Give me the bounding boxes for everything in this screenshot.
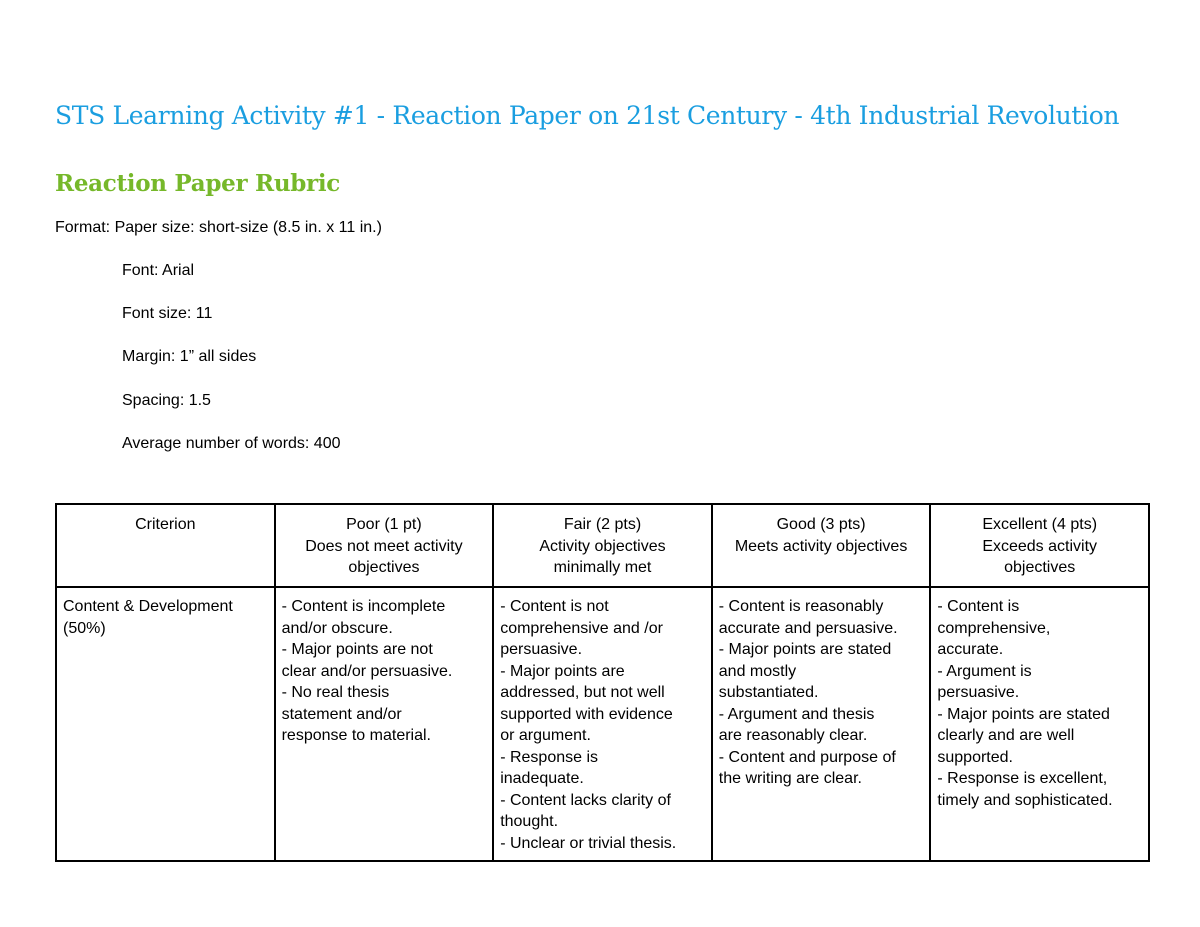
header-criterion	[56, 504, 275, 587]
cell-line: - Content lacks clarity of	[500, 791, 671, 809]
cell-excellent	[930, 587, 1149, 861]
cell-line: Content & Development	[63, 598, 233, 615]
cell-good	[712, 587, 931, 861]
cell-line: persuasive.	[500, 641, 583, 658]
cell-line: - Content is reasonably	[718, 598, 884, 615]
document-title: STS Learning Activity #1 - Reaction Paper on 21st Century - 4th Industrial Revolution	[55, 101, 1120, 130]
header-poor-desc-line2: objectives	[348, 559, 420, 576]
header-excellent	[930, 504, 1149, 587]
header-excellent-desc-line2: objectives	[1004, 559, 1076, 576]
cell-line: - Major points are	[500, 662, 625, 680]
cell-line: are reasonably clear.	[718, 727, 868, 744]
cell-line: addressed, but not well	[500, 684, 665, 701]
cell-line: - Unclear or trivial thesis.	[500, 834, 677, 852]
cell-line: - No real thesis	[281, 684, 390, 701]
header-good-score: Good (3 pts)	[776, 516, 866, 533]
rubric-heading: Reaction Paper Rubric	[55, 170, 340, 197]
cell-line: - Major points are stated	[937, 705, 1110, 723]
header-excellent-desc-line1: Exceeds activity	[982, 537, 1098, 555]
cell-line: timely and sophisticated.	[937, 791, 1113, 809]
cell-line: (50%)	[63, 619, 106, 637]
cell-line: clearly and are well	[937, 727, 1075, 744]
header-good	[712, 504, 931, 587]
cell-line: accurate and persuasive.	[718, 619, 898, 637]
header-poor-desc-line1: Does not meet activity	[305, 537, 463, 555]
cell-line: supported with evidence	[500, 705, 673, 723]
cell-line: - Content and purpose of	[718, 748, 896, 766]
cell-line: - Response is excellent,	[937, 770, 1108, 787]
format-font-size: Font size: 11	[122, 305, 213, 322]
rubric-header-row	[56, 504, 1149, 587]
cell-line: supported.	[937, 748, 1013, 766]
cell-line: and mostly	[718, 662, 797, 680]
header-fair	[493, 504, 712, 587]
header-excellent-score: Excellent (4 pts)	[982, 516, 1098, 533]
cell-line: comprehensive,	[937, 619, 1051, 637]
header-fair-desc-line2: minimally met	[553, 559, 652, 576]
table-row	[56, 587, 1149, 861]
cell-fair	[493, 587, 712, 861]
rubric-table	[55, 503, 1150, 862]
cell-line: - Argument and thesis	[718, 705, 875, 723]
format-word-count: Average number of words: 400	[122, 435, 341, 452]
cell-line: statement and/or	[281, 705, 402, 723]
cell-line: - Major points are stated	[718, 641, 892, 658]
format-font: Font: Arial	[122, 262, 195, 279]
format-spacing: Spacing: 1.5	[122, 392, 211, 409]
cell-line: - Response is	[500, 748, 599, 766]
format-paper-size: Format: Paper size: short-size (8.5 in. x 11 in.)	[55, 219, 382, 236]
format-margin: Margin: 1” all sides	[122, 348, 257, 365]
cell-line: - Content is not	[500, 598, 609, 615]
cell-line: - Argument is	[937, 662, 1032, 680]
cell-line: or argument.	[500, 727, 591, 744]
header-good-desc-line1: Meets activity objectives	[734, 537, 908, 555]
cell-line: comprehensive and /or	[500, 619, 663, 637]
header-criterion-label: Criterion	[135, 516, 196, 533]
cell-line: substantiated.	[718, 684, 819, 701]
cell-line: and/or obscure.	[281, 619, 393, 637]
cell-line: response to material.	[281, 727, 431, 744]
cell-poor	[275, 587, 494, 861]
header-fair-desc-line1: Activity objectives	[539, 537, 666, 555]
header-poor	[275, 504, 494, 587]
cell-line: - Content is	[937, 598, 1020, 615]
cell-line: - Major points are not	[281, 641, 433, 658]
cell-line: accurate.	[937, 641, 1004, 658]
cell-line: clear and/or persuasive.	[281, 662, 453, 680]
cell-line: inadequate.	[500, 770, 584, 787]
cell-line: thought.	[500, 813, 559, 830]
cell-line: - Content is incomplete	[281, 598, 446, 615]
header-fair-score: Fair (2 pts)	[563, 516, 642, 533]
cell-criterion	[56, 587, 275, 861]
cell-line: persuasive.	[937, 684, 1020, 701]
header-poor-score: Poor (1 pt)	[346, 516, 422, 533]
cell-line: the writing are clear.	[718, 770, 862, 787]
